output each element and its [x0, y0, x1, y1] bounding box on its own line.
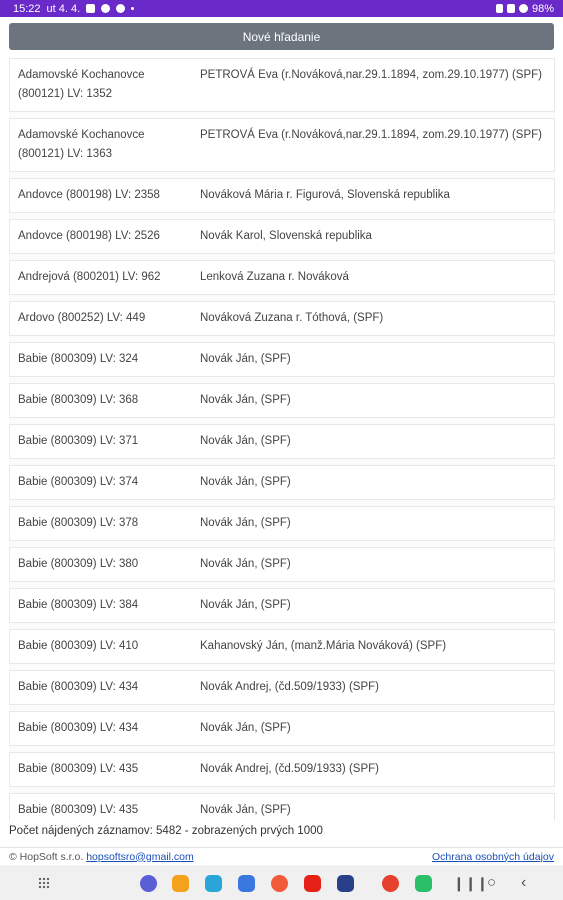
owner-cell: Novák Karol, Slovenská republika	[200, 230, 372, 242]
table-row[interactable]	[9, 588, 555, 623]
email-link[interactable]: hopsoftsro@gmail.com	[86, 850, 194, 863]
owner-cell: Novák Andrej, (čd.509/1933) (SPF)	[200, 763, 379, 775]
internet-app-icon[interactable]	[140, 875, 157, 892]
owner-cell: Lenková Zuzana r. Nováková	[200, 271, 349, 283]
table-row[interactable]	[9, 547, 555, 582]
table-row[interactable]	[9, 752, 555, 787]
owner-cell: Novák Ján, (SPF)	[200, 804, 291, 816]
app-drawer-icon[interactable]	[38, 877, 50, 889]
table-row[interactable]	[9, 465, 555, 500]
recent-apps-icon[interactable]: ❙❙❙	[453, 875, 489, 891]
gallery-notification-icon	[86, 4, 95, 13]
lv-cell: Babie (800309) LV: 324	[18, 353, 139, 365]
sync-notification-icon	[101, 4, 110, 13]
contacts-app-icon[interactable]	[271, 875, 288, 892]
lv-cell: Ardovo (800252) LV: 449	[18, 312, 146, 324]
lv-cell: Babie (800309) LV: 378	[18, 517, 139, 529]
footer	[0, 847, 563, 865]
lv-cell: Babie (800309) LV: 371	[18, 435, 139, 447]
owner-cell: Novák Ján, (SPF)	[200, 435, 291, 447]
youtube-app-icon[interactable]	[304, 875, 321, 892]
lv-cell: Babie (800309) LV: 435	[18, 804, 139, 816]
owner-cell: Novák Ján, (SPF)	[200, 353, 291, 365]
owner-cell: Novák Ján, (SPF)	[200, 476, 291, 488]
page-content	[0, 17, 563, 847]
table-row[interactable]	[9, 342, 555, 377]
copyright: © HopSoft s.r.o.	[9, 850, 84, 863]
status-bar	[0, 0, 563, 17]
table-row[interactable]	[9, 301, 555, 336]
lv-cell: Andovce (800198) LV: 2526	[18, 230, 160, 242]
results-count: Počet nájdených záznamov: 5482 - zobrazených prvých 1000	[9, 825, 323, 837]
messages-app-icon[interactable]	[238, 875, 255, 892]
owner-cell: Novák Ján, (SPF)	[200, 722, 291, 734]
table-row[interactable]	[9, 793, 555, 821]
lv-cell: Babie (800309) LV: 368	[18, 394, 139, 406]
calendar-app-icon[interactable]	[205, 875, 222, 892]
privacy-link[interactable]: Ochrana osobných údajov	[432, 850, 554, 863]
owner-cell: Nováková Zuzana r. Tóthová, (SPF)	[200, 312, 384, 324]
results-list[interactable]	[9, 58, 555, 821]
lv-cell: Adamovské Kochanovce (800121) LV: 1352	[18, 69, 145, 100]
table-row[interactable]	[9, 506, 555, 541]
more-notifications-icon	[131, 7, 134, 10]
navigation-bar	[0, 866, 563, 900]
date: ut 4. 4.	[46, 2, 81, 15]
owner-cell: Nováková Mária r. Figurová, Slovenská republika	[200, 189, 450, 201]
owner-cell: Novák Ján, (SPF)	[200, 394, 291, 406]
play-store-app-icon[interactable]	[415, 875, 432, 892]
lv-cell: Babie (800309) LV: 410	[18, 640, 139, 652]
table-row[interactable]	[9, 629, 555, 664]
settings-app-icon[interactable]	[337, 875, 354, 892]
lv-cell: Babie (800309) LV: 435	[18, 763, 139, 775]
footer-left	[9, 851, 194, 863]
table-row[interactable]	[9, 260, 555, 295]
owner-cell: Novák Ján, (SPF)	[200, 599, 291, 611]
lv-cell: Babie (800309) LV: 434	[18, 722, 139, 734]
office-app-icon[interactable]	[382, 875, 399, 892]
files-app-icon[interactable]	[172, 875, 189, 892]
new-search-button[interactable]: Nové hľadanie	[9, 23, 554, 50]
lv-cell: Andrejová (800201) LV: 962	[18, 271, 161, 283]
lv-cell: Babie (800309) LV: 374	[18, 476, 139, 488]
lv-cell: Andovce (800198) LV: 2358	[18, 189, 160, 201]
table-row[interactable]	[9, 219, 555, 254]
lv-cell: Babie (800309) LV: 434	[18, 681, 139, 693]
battery-level: 98%	[531, 2, 554, 15]
owner-cell: PETROVÁ Eva (r.Nováková,nar.29.1.1894, zom.29.10.1977) (SPF)	[200, 129, 542, 141]
owner-cell: Novák Ján, (SPF)	[200, 517, 291, 529]
owner-cell: Kahanovský Ján, (manž.Mária Nováková) (SPF)	[200, 640, 447, 652]
wifi-icon	[519, 4, 528, 13]
table-row[interactable]	[9, 383, 555, 418]
clock: 15:22	[13, 2, 41, 15]
table-row[interactable]	[9, 118, 555, 172]
messenger-notification-icon	[116, 4, 125, 13]
owner-cell: Novák Andrej, (čd.509/1933) (SPF)	[200, 681, 379, 693]
lv-cell: Babie (800309) LV: 380	[18, 558, 139, 570]
lv-cell: Babie (800309) LV: 384	[18, 599, 139, 611]
table-row[interactable]	[9, 711, 555, 746]
owner-cell: PETROVÁ Eva (r.Nováková,nar.29.1.1894, zom.29.10.1977) (SPF)	[200, 69, 542, 81]
vibrate-icon	[507, 4, 515, 13]
back-icon[interactable]: ‹	[521, 874, 527, 891]
table-row[interactable]	[9, 178, 555, 213]
table-row[interactable]	[9, 424, 555, 459]
lock-icon	[496, 4, 503, 13]
home-icon[interactable]: ○	[487, 874, 497, 891]
table-row[interactable]	[9, 58, 555, 112]
table-row[interactable]	[9, 670, 555, 705]
owner-cell: Novák Ján, (SPF)	[200, 558, 291, 570]
lv-cell: Adamovské Kochanovce (800121) LV: 1363	[18, 129, 145, 160]
